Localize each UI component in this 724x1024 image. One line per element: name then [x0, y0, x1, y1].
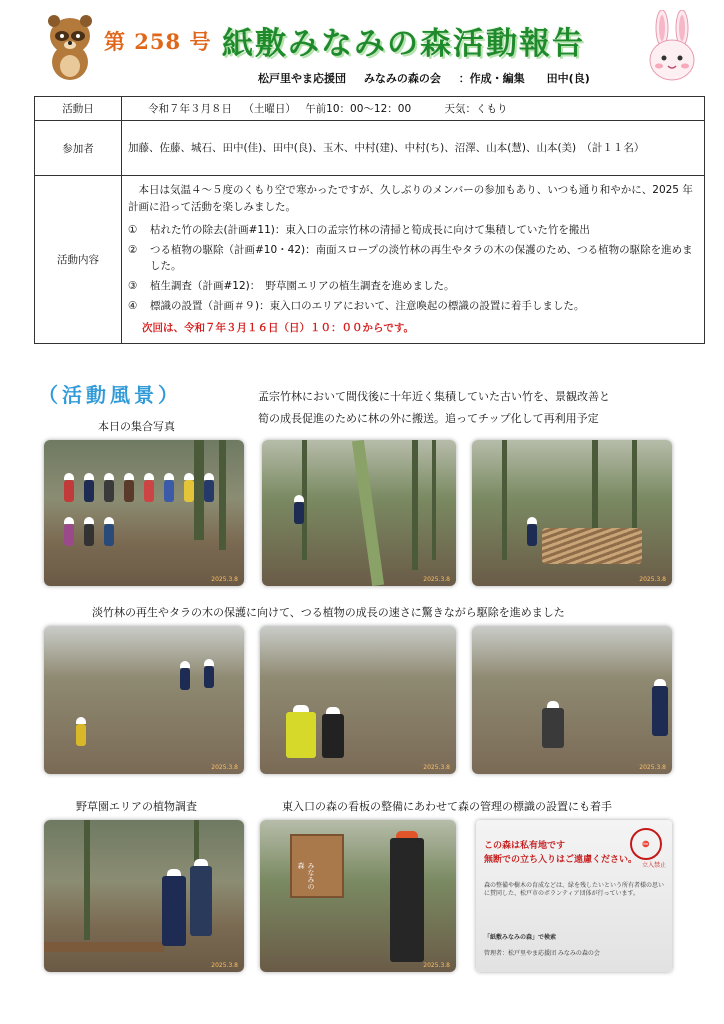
activity-item: ① 枯れた竹の除去(計画#11)：東入口の孟宗竹林の清掃と筍成長に向けて集積していた竹を搬出 — [128, 224, 590, 236]
activity-item: ② つる植物の駆除（計画#10・42)：南面スロープの淡竹林の再生やタラの木の保護のため、つる植物の駆除を進めました。 — [128, 244, 693, 272]
participants-list: 加藤、佐藤、城石、田中(佳)、田中(良)、玉木、中村(建)、中村(ち)、沼澤、山本(慧)、山本(美) （計１１名） — [122, 121, 705, 176]
date-row — [35, 97, 705, 121]
group-name: みなみの森の会 — [363, 72, 441, 85]
participants-row — [35, 121, 705, 176]
board-title: みなみの森 — [297, 862, 315, 890]
content-row — [35, 176, 705, 344]
activity-date: 令和７年３月８日 — [148, 103, 232, 115]
bamboo-caption: 孟宗竹林において間伐後に十年近く集積していた古い竹を、景観改善と 筍の成長促進のために林の外に搬送。追ってチップ化して再利用予定 — [258, 390, 610, 425]
editor-credit: ：作成・編集 田中(良) — [458, 72, 590, 85]
next-meeting-notice: 次回は、令和７年３月１６日（日）１０：００からです。 — [142, 322, 415, 334]
sign-footer: 「紙敷みなみの森」で検索 — [484, 934, 557, 941]
scenes-heading: （活動風景） — [38, 383, 182, 407]
content-label: 活動内容 — [35, 176, 122, 344]
sign-manager: 管理者：松戸里やま応援団 みなみの森の会 — [484, 950, 600, 957]
photo-date: 2025.3.8 — [211, 576, 238, 583]
group-photo — [44, 440, 244, 586]
survey-caption: 野草園エリアの植物調査 — [76, 800, 197, 813]
sign-badge: 立入禁止 — [641, 862, 666, 869]
survey-photo: 2025.3.8 — [44, 820, 244, 972]
no-entry-icon: ⛔ — [630, 828, 662, 860]
byline — [258, 70, 604, 86]
content-cell — [122, 176, 705, 344]
group-photo-caption: 本日の集合写真 — [98, 420, 175, 433]
bamboo-photo-1: 2025.3.8 — [262, 440, 456, 586]
signboard-photo: みなみの森 2025.3.8 — [260, 820, 456, 972]
vine-photo-3: 2025.3.8 — [472, 626, 672, 774]
newsletter-title: 紙敷みなみの森活動報告 — [222, 26, 585, 62]
sign-subtitle: 無断での立ち入りはご遠慮ください。 — [484, 855, 638, 865]
activity-time: 午前10：00〜12：00 — [305, 103, 412, 115]
vine-caption: 淡竹林の再生やタラの木の保護に向けて、つる植物の成長の速さに驚きながら駆除を進めました — [92, 606, 565, 619]
issue-number: 第 258 号 — [104, 29, 212, 54]
date-label: 活動日 — [35, 97, 122, 121]
vine-photo-1: 2025.3.8 — [44, 626, 244, 774]
participants-label: 参加者 — [35, 121, 122, 176]
weather: 天気：くもり — [444, 103, 508, 115]
vine-photo-2: 2025.3.8 — [260, 626, 456, 774]
activity-item: ④ 標識の設置（計画＃９)：東入口のエリアにおいて、注意喚起の標識の設置に着手しました。 — [128, 300, 585, 312]
activity-weekday: （土曜日） — [243, 103, 296, 115]
org-name: 松戸里やま応援団 — [258, 72, 346, 85]
activity-table — [34, 96, 705, 344]
activity-item: ③ 植生調査（計画#12)： 野草園エリアの植生調査を進めました。 — [128, 280, 455, 292]
warning-sign-photo — [476, 820, 672, 972]
tanuki-mascot-icon — [44, 14, 96, 82]
sign-caption: 東入口の森の看板の整備にあわせて森の管理の標識の設置にも着手 — [282, 800, 612, 813]
intro-text: 本日は気温４〜５度のくもり空で寒かったですが、久しぶりのメンバーの参加もあり、いつも通り和やかに、2025 年計画に沿って活動を楽しみました。 — [128, 184, 693, 213]
sign-body: 森の整備や樹木の育成などは、緑を残したいという所有者様の思いに賛同した、松戸市のボランティア団体が行っています。 — [484, 882, 665, 897]
date-cell — [122, 97, 705, 121]
bamboo-photo-2: 2025.3.8 — [472, 440, 672, 586]
rabbit-mascot-icon — [646, 10, 698, 84]
sign-title: この森は私有地です — [484, 841, 566, 851]
